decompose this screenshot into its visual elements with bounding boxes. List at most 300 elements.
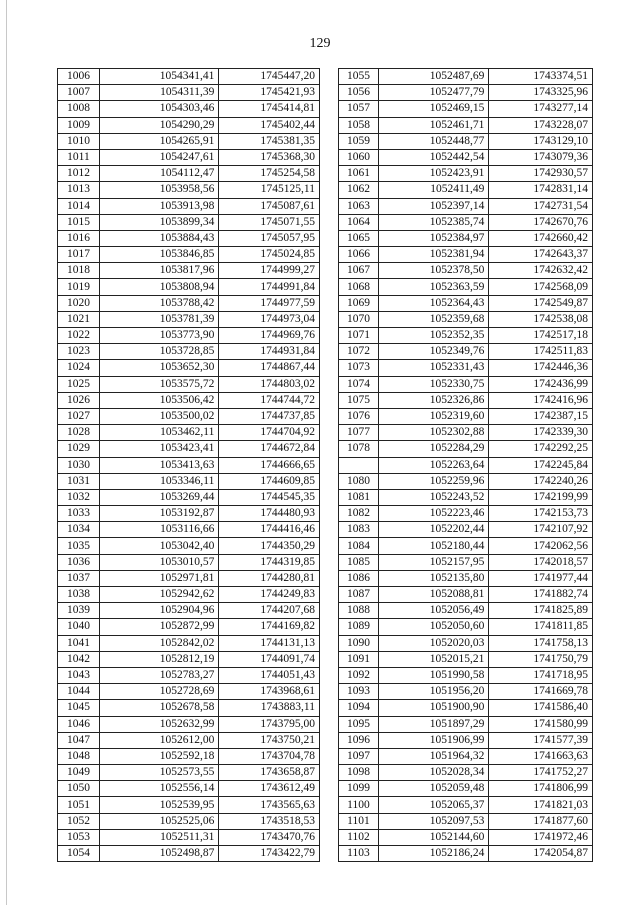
y-coordinate-cell: 1744416,46: [219, 522, 320, 538]
x-coordinate-cell: 1052223,46: [378, 506, 489, 522]
y-coordinate-cell: 1742538,08: [489, 311, 593, 327]
table-row: [339, 133, 593, 149]
y-coordinate-cell: 1743750,21: [219, 732, 320, 748]
x-coordinate-cell: 1054247,61: [99, 149, 218, 165]
point-number-cell: 1014: [58, 198, 100, 214]
point-number-cell: 1103: [339, 846, 379, 862]
y-coordinate-cell: 1744480,93: [219, 506, 320, 522]
table-row: [339, 441, 593, 457]
table-row: [58, 813, 320, 829]
table-row: [58, 538, 320, 554]
y-coordinate-cell: 1741977,44: [489, 570, 593, 586]
point-number-cell: 1094: [339, 700, 379, 716]
point-number-cell: 1078: [339, 441, 379, 457]
point-number-cell: 1047: [58, 732, 100, 748]
table-row: [58, 360, 320, 376]
table-row: [58, 781, 320, 797]
point-number-cell: 1009: [58, 117, 100, 133]
point-number-cell: 1025: [58, 376, 100, 392]
point-number-cell: 1037: [58, 570, 100, 586]
table-row: [58, 603, 320, 619]
x-coordinate-cell: 1053913,98: [99, 198, 218, 214]
x-coordinate-cell: 1052448,77: [378, 133, 489, 149]
point-number-cell: 1093: [339, 684, 379, 700]
x-coordinate-cell: 1052243,52: [378, 489, 489, 505]
table-row: [58, 797, 320, 813]
x-coordinate-cell: 1052144,60: [378, 829, 489, 845]
table-row: [58, 587, 320, 603]
table-row: [58, 408, 320, 424]
point-number-cell: 1099: [339, 781, 379, 797]
x-coordinate-cell: 1052065,37: [378, 797, 489, 813]
table-row: [58, 635, 320, 651]
table-row: [58, 198, 320, 214]
y-coordinate-cell: 1741752,27: [489, 765, 593, 781]
point-number-cell: 1051: [58, 797, 100, 813]
table-row: [339, 360, 593, 376]
point-number-cell: 1013: [58, 182, 100, 198]
y-coordinate-cell: 1745381,35: [219, 133, 320, 149]
table-row: [58, 392, 320, 408]
y-coordinate-cell: 1745368,30: [219, 149, 320, 165]
table-row: [339, 328, 593, 344]
x-coordinate-cell: 1052411,49: [378, 182, 489, 198]
y-coordinate-cell: 1745402,44: [219, 117, 320, 133]
x-coordinate-cell: 1052511,31: [99, 829, 218, 845]
y-coordinate-cell: 1741825,89: [489, 603, 593, 619]
y-coordinate-cell: 1742436,99: [489, 376, 593, 392]
x-coordinate-cell: 1052872,99: [99, 619, 218, 635]
y-coordinate-cell: 1745057,95: [219, 230, 320, 246]
x-coordinate-cell: 1052363,59: [378, 279, 489, 295]
y-coordinate-cell: 1743129,10: [489, 133, 593, 149]
y-coordinate-cell: 1742660,42: [489, 230, 593, 246]
point-number-cell: 1034: [58, 522, 100, 538]
point-number-cell: 1044: [58, 684, 100, 700]
y-coordinate-cell: 1742731,54: [489, 198, 593, 214]
point-number-cell: 1101: [339, 813, 379, 829]
page-number: 129: [309, 36, 331, 51]
x-coordinate-cell: 1052186,24: [378, 846, 489, 862]
table-row: [339, 408, 593, 424]
table-row: [339, 667, 593, 683]
table-row: [58, 829, 320, 845]
x-coordinate-cell: 1053575,72: [99, 376, 218, 392]
point-number-cell: 1052: [58, 813, 100, 829]
point-number-cell: 1042: [58, 651, 100, 667]
y-coordinate-cell: 1744977,59: [219, 295, 320, 311]
y-coordinate-cell: 1743518,53: [219, 813, 320, 829]
x-coordinate-cell: 1053269,44: [99, 489, 218, 505]
point-number-cell: 1061: [339, 166, 379, 182]
x-coordinate-cell: 1052812,19: [99, 651, 218, 667]
y-coordinate-cell: 1745254,58: [219, 166, 320, 182]
y-coordinate-cell: 1743795,00: [219, 716, 320, 732]
point-number-cell: 1068: [339, 279, 379, 295]
point-number-cell: 1049: [58, 765, 100, 781]
point-number-cell: 1057: [339, 101, 379, 117]
x-coordinate-cell: 1052469,15: [378, 101, 489, 117]
y-coordinate-cell: 1741663,63: [489, 748, 593, 764]
y-coordinate-cell: 1742240,26: [489, 473, 593, 489]
x-coordinate-cell: 1052384,97: [378, 230, 489, 246]
point-number-cell: 1043: [58, 667, 100, 683]
y-coordinate-cell: 1742643,37: [489, 247, 593, 263]
y-coordinate-cell: 1742292,25: [489, 441, 593, 457]
point-number-cell: 1021: [58, 311, 100, 327]
point-number-cell: 1024: [58, 360, 100, 376]
table-row: [58, 651, 320, 667]
y-coordinate-cell: 1744737,85: [219, 408, 320, 424]
x-coordinate-cell: 1052477,79: [378, 85, 489, 101]
table-row: [339, 182, 593, 198]
x-coordinate-cell: 1053652,30: [99, 360, 218, 376]
point-number-cell: 1008: [58, 101, 100, 117]
point-number-cell: 1063: [339, 198, 379, 214]
y-coordinate-cell: 1741821,03: [489, 797, 593, 813]
point-number-cell: 1085: [339, 554, 379, 570]
x-coordinate-cell: 1052097,53: [378, 813, 489, 829]
x-coordinate-cell: 1051897,29: [378, 716, 489, 732]
y-coordinate-cell: 1743565,63: [219, 797, 320, 813]
point-number-cell: 1098: [339, 765, 379, 781]
y-coordinate-cell: 1744803,02: [219, 376, 320, 392]
point-number-cell: 1088: [339, 603, 379, 619]
y-coordinate-cell: 1741750,79: [489, 651, 593, 667]
x-coordinate-cell: 1052059,48: [378, 781, 489, 797]
x-coordinate-cell: 1052319,60: [378, 408, 489, 424]
point-number-cell: 1067: [339, 263, 379, 279]
point-number-cell: 1087: [339, 587, 379, 603]
x-coordinate-cell: 1051990,58: [378, 667, 489, 683]
point-number-cell: 1053: [58, 829, 100, 845]
point-number-cell: 1100: [339, 797, 379, 813]
table-row: [58, 311, 320, 327]
x-coordinate-cell: 1052971,81: [99, 570, 218, 586]
table-row: [58, 149, 320, 165]
x-coordinate-cell: 1053346,11: [99, 473, 218, 489]
x-coordinate-cell: 1052942,62: [99, 587, 218, 603]
y-coordinate-cell: 1743228,07: [489, 117, 593, 133]
x-coordinate-cell: 1054112,47: [99, 166, 218, 182]
x-coordinate-cell: 1052284,29: [378, 441, 489, 457]
table-row: [58, 619, 320, 635]
table-row: [339, 732, 593, 748]
x-coordinate-cell: 1052331,43: [378, 360, 489, 376]
y-coordinate-cell: 1743422,79: [219, 846, 320, 862]
table-row: [339, 829, 593, 845]
point-number-cell: 1029: [58, 441, 100, 457]
x-coordinate-cell: 1053958,56: [99, 182, 218, 198]
x-coordinate-cell: 1052461,71: [378, 117, 489, 133]
x-coordinate-cell: 1054290,29: [99, 117, 218, 133]
x-coordinate-cell: 1051956,20: [378, 684, 489, 700]
y-coordinate-cell: 1742568,09: [489, 279, 593, 295]
table-row: [339, 700, 593, 716]
table-row: [339, 214, 593, 230]
y-coordinate-cell: 1743277,14: [489, 101, 593, 117]
table-row: [339, 69, 593, 85]
x-coordinate-cell: 1053462,11: [99, 425, 218, 441]
point-number-cell: 1072: [339, 344, 379, 360]
page-margin-line: [6, 0, 7, 905]
table-row: [339, 538, 593, 554]
x-coordinate-cell: 1052498,87: [99, 846, 218, 862]
table-row: [339, 263, 593, 279]
y-coordinate-cell: 1742339,30: [489, 425, 593, 441]
table-row: [58, 295, 320, 311]
x-coordinate-cell: 1053808,94: [99, 279, 218, 295]
point-number-cell: 1022: [58, 328, 100, 344]
x-coordinate-cell: 1052157,95: [378, 554, 489, 570]
y-coordinate-cell: 1743470,76: [219, 829, 320, 845]
point-number-cell: 1076: [339, 408, 379, 424]
y-coordinate-cell: 1743079,36: [489, 149, 593, 165]
x-coordinate-cell: 1053899,34: [99, 214, 218, 230]
table-row: [58, 85, 320, 101]
point-number-cell: 1033: [58, 506, 100, 522]
point-number-cell: 1070: [339, 311, 379, 327]
table-row: [339, 473, 593, 489]
x-coordinate-cell: 1051964,32: [378, 748, 489, 764]
point-number-cell: 1081: [339, 489, 379, 505]
x-coordinate-cell: 1053506,42: [99, 392, 218, 408]
y-coordinate-cell: 1744704,92: [219, 425, 320, 441]
table-row: [58, 166, 320, 182]
table-row: [339, 457, 593, 473]
x-coordinate-cell: 1052180,44: [378, 538, 489, 554]
point-number-cell: [339, 457, 379, 473]
y-coordinate-cell: 1741718,95: [489, 667, 593, 683]
point-number-cell: 1077: [339, 425, 379, 441]
point-number-cell: 1015: [58, 214, 100, 230]
y-coordinate-cell: 1744545,35: [219, 489, 320, 505]
x-coordinate-cell: 1052592,18: [99, 748, 218, 764]
y-coordinate-cell: 1741806,99: [489, 781, 593, 797]
x-coordinate-cell: 1051906,99: [378, 732, 489, 748]
x-coordinate-cell: 1053500,02: [99, 408, 218, 424]
table-row: [58, 570, 320, 586]
table-row: [58, 684, 320, 700]
x-coordinate-cell: 1052842,02: [99, 635, 218, 651]
y-coordinate-cell: 1741577,39: [489, 732, 593, 748]
table-row: [339, 619, 593, 635]
table-row: [58, 667, 320, 683]
table-row: [58, 522, 320, 538]
x-coordinate-cell: 1052487,69: [378, 69, 489, 85]
point-number-cell: 1092: [339, 667, 379, 683]
table-row: [58, 732, 320, 748]
y-coordinate-cell: 1742632,42: [489, 263, 593, 279]
table-row: [58, 700, 320, 716]
x-coordinate-cell: 1051900,90: [378, 700, 489, 716]
point-number-cell: 1060: [339, 149, 379, 165]
point-number-cell: 1023: [58, 344, 100, 360]
point-number-cell: 1016: [58, 230, 100, 246]
y-coordinate-cell: 1745071,55: [219, 214, 320, 230]
point-number-cell: 1096: [339, 732, 379, 748]
x-coordinate-cell: 1052525,06: [99, 813, 218, 829]
point-number-cell: 1074: [339, 376, 379, 392]
point-number-cell: 1007: [58, 85, 100, 101]
table-row: [339, 230, 593, 246]
x-coordinate-cell: 1054341,41: [99, 69, 218, 85]
x-coordinate-cell: 1052612,00: [99, 732, 218, 748]
x-coordinate-cell: 1053423,41: [99, 441, 218, 457]
point-number-cell: 1006: [58, 69, 100, 85]
point-number-cell: 1028: [58, 425, 100, 441]
table-row: [58, 376, 320, 392]
y-coordinate-cell: 1742670,76: [489, 214, 593, 230]
point-number-cell: 1031: [58, 473, 100, 489]
y-coordinate-cell: 1741882,74: [489, 587, 593, 603]
y-coordinate-cell: 1744973,04: [219, 311, 320, 327]
y-coordinate-cell: 1742831,14: [489, 182, 593, 198]
table-row: [58, 457, 320, 473]
x-coordinate-cell: 1052678,58: [99, 700, 218, 716]
point-number-cell: 1083: [339, 522, 379, 538]
x-coordinate-cell: 1052632,99: [99, 716, 218, 732]
table-row: [339, 166, 593, 182]
table-row: [58, 117, 320, 133]
table-row: [339, 522, 593, 538]
y-coordinate-cell: 1744319,85: [219, 554, 320, 570]
point-number-cell: 1011: [58, 149, 100, 165]
y-coordinate-cell: 1744350,29: [219, 538, 320, 554]
table-row: [58, 765, 320, 781]
table-row: [339, 506, 593, 522]
table-row: [58, 247, 320, 263]
x-coordinate-cell: 1052202,44: [378, 522, 489, 538]
table-row: [58, 133, 320, 149]
x-coordinate-cell: 1053192,87: [99, 506, 218, 522]
y-coordinate-cell: 1745024,85: [219, 247, 320, 263]
y-coordinate-cell: 1741877,60: [489, 813, 593, 829]
table-row: [339, 716, 593, 732]
table-row: [339, 587, 593, 603]
y-coordinate-cell: 1741972,46: [489, 829, 593, 845]
y-coordinate-cell: 1745447,20: [219, 69, 320, 85]
y-coordinate-cell: 1742153,73: [489, 506, 593, 522]
y-coordinate-cell: 1744931,84: [219, 344, 320, 360]
point-number-cell: 1038: [58, 587, 100, 603]
point-number-cell: 1020: [58, 295, 100, 311]
point-number-cell: 1086: [339, 570, 379, 586]
y-coordinate-cell: 1742054,87: [489, 846, 593, 862]
x-coordinate-cell: 1053413,63: [99, 457, 218, 473]
point-number-cell: 1058: [339, 117, 379, 133]
table-body: [339, 69, 593, 862]
x-coordinate-cell: 1053728,85: [99, 344, 218, 360]
table-row: [339, 489, 593, 505]
table-row: [58, 554, 320, 570]
x-coordinate-cell: 1052359,68: [378, 311, 489, 327]
y-coordinate-cell: 1742062,56: [489, 538, 593, 554]
y-coordinate-cell: 1744969,76: [219, 328, 320, 344]
x-coordinate-cell: 1053817,96: [99, 263, 218, 279]
x-coordinate-cell: 1052378,50: [378, 263, 489, 279]
y-coordinate-cell: 1743704,78: [219, 748, 320, 764]
table-row: [339, 279, 593, 295]
point-number-cell: 1091: [339, 651, 379, 667]
point-number-cell: 1066: [339, 247, 379, 263]
x-coordinate-cell: 1052028,34: [378, 765, 489, 781]
y-coordinate-cell: 1742549,87: [489, 295, 593, 311]
point-number-cell: 1062: [339, 182, 379, 198]
y-coordinate-cell: 1743968,61: [219, 684, 320, 700]
point-number-cell: 1089: [339, 619, 379, 635]
y-coordinate-cell: 1742107,92: [489, 522, 593, 538]
point-number-cell: 1012: [58, 166, 100, 182]
y-coordinate-cell: 1742018,57: [489, 554, 593, 570]
table-row: [58, 230, 320, 246]
table-row: [339, 635, 593, 651]
table-row: [339, 392, 593, 408]
y-coordinate-cell: 1741586,40: [489, 700, 593, 716]
x-coordinate-cell: 1053781,39: [99, 311, 218, 327]
y-coordinate-cell: 1744051,43: [219, 667, 320, 683]
table-row: [339, 311, 593, 327]
x-coordinate-cell: 1052573,55: [99, 765, 218, 781]
point-number-cell: 1046: [58, 716, 100, 732]
point-number-cell: 1048: [58, 748, 100, 764]
y-coordinate-cell: 1744280,81: [219, 570, 320, 586]
y-coordinate-cell: 1744609,85: [219, 473, 320, 489]
y-coordinate-cell: 1743883,11: [219, 700, 320, 716]
table-row: [339, 425, 593, 441]
point-number-cell: 1035: [58, 538, 100, 554]
y-coordinate-cell: 1741811,85: [489, 619, 593, 635]
x-coordinate-cell: 1052326,86: [378, 392, 489, 408]
table-row: [339, 198, 593, 214]
y-coordinate-cell: 1744169,82: [219, 619, 320, 635]
table-row: [58, 101, 320, 117]
y-coordinate-cell: 1742416,96: [489, 392, 593, 408]
x-coordinate-cell: 1052302,88: [378, 425, 489, 441]
x-coordinate-cell: 1053846,85: [99, 247, 218, 263]
y-coordinate-cell: 1744867,44: [219, 360, 320, 376]
x-coordinate-cell: 1052381,94: [378, 247, 489, 263]
point-number-cell: 1027: [58, 408, 100, 424]
point-number-cell: 1039: [58, 603, 100, 619]
point-number-cell: 1082: [339, 506, 379, 522]
y-coordinate-cell: 1745087,61: [219, 198, 320, 214]
x-coordinate-cell: 1053884,43: [99, 230, 218, 246]
x-coordinate-cell: 1052904,96: [99, 603, 218, 619]
point-number-cell: 1065: [339, 230, 379, 246]
y-coordinate-cell: 1743658,87: [219, 765, 320, 781]
table-row: [339, 813, 593, 829]
y-coordinate-cell: 1742511,83: [489, 344, 593, 360]
point-number-cell: 1073: [339, 360, 379, 376]
table-row: [58, 489, 320, 505]
y-coordinate-cell: 1744249,83: [219, 587, 320, 603]
point-number-cell: 1095: [339, 716, 379, 732]
y-coordinate-cell: 1744131,13: [219, 635, 320, 651]
table-row: [339, 85, 593, 101]
table-row: [339, 570, 593, 586]
x-coordinate-cell: 1052259,96: [378, 473, 489, 489]
x-coordinate-cell: 1053116,66: [99, 522, 218, 538]
x-coordinate-cell: 1052020,03: [378, 635, 489, 651]
y-coordinate-cell: 1744091,74: [219, 651, 320, 667]
y-coordinate-cell: 1742446,36: [489, 360, 593, 376]
x-coordinate-cell: 1052135,80: [378, 570, 489, 586]
y-coordinate-cell: 1744991,84: [219, 279, 320, 295]
point-number-cell: 1030: [58, 457, 100, 473]
x-coordinate-cell: 1052050,60: [378, 619, 489, 635]
table-row: [58, 748, 320, 764]
